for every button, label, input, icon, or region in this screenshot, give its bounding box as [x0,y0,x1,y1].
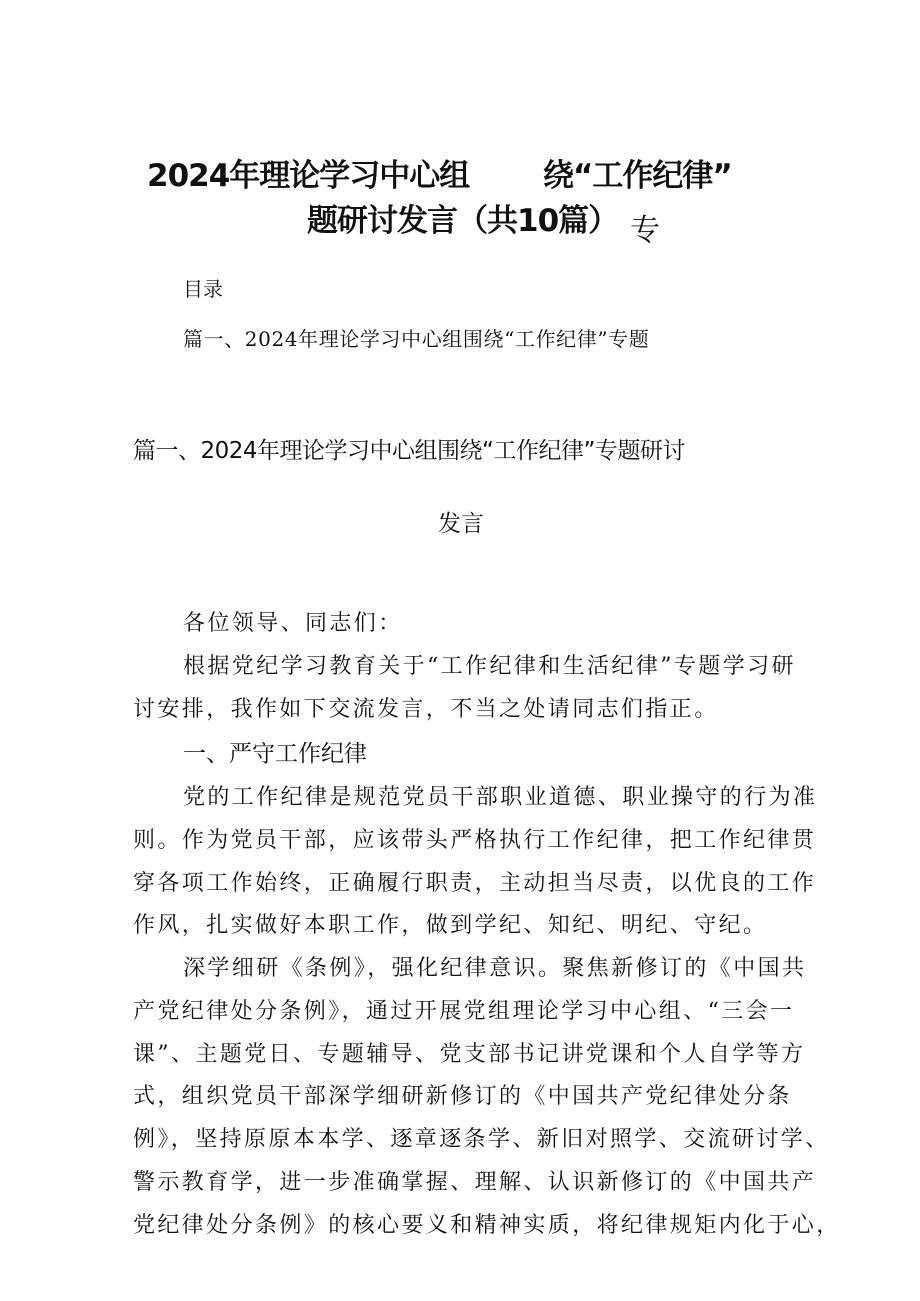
title-line1-part2: 绕“工作纪律” [543,158,732,194]
para2-line-3: 课”、主题党日、专题辅导、党支部书记讲党课和个人自学等方 [133,1042,806,1067]
title-line2-part1: 题研讨发言（共10篇） [307,203,619,239]
section-heading-line2: 发言 [438,511,484,537]
para1-line-3: 穿各项工作始终，正确履行职责，主动担当尽责，以优良的工作 [133,871,817,896]
para2-line-2: 产党纪律处分条例》，通过开展党组理论学习中心组、“三会一 [133,999,795,1024]
toc-item: 篇一、2024年理论学习中心组围绕“工作纪律”专题 [183,327,650,351]
para2-line-5: 例》，坚持原原本本学、逐章逐条学、新旧对照学、交流研讨学、 [133,1127,830,1152]
para2-line-6: 警示教育学，进一步准确掌握、理解、认识新修订的《中国共产 [133,1170,817,1195]
para1-line-4: 作风，扎实做好本职工作，做到学纪、知纪、明纪、守纪。 [133,913,768,938]
para1-line-2: 则。作为党员干部，应该带头严格执行工作纪律，把工作纪律贯 [133,828,817,853]
para2-line-7: 党纪律处分条例》的核心要义和精神实质，将纪律规矩内化于心， [133,1213,841,1238]
toc-label: 目录 [183,277,223,301]
section-heading-line1: 篇一、2024年理论学习中心组围绕“工作纪律”专题研讨 [133,438,685,464]
subheading: 一、严守工作纪律 [183,741,367,767]
para1-line-1: 党的工作纪律是规范党员干部职业道德、职业操守的行为准 [183,785,818,810]
title-line1-part1: 2024年理论学习中心组 [147,158,470,194]
para2-line-1: 深学细研《条例》，强化纪律意识。聚焦新修订的《中国共 [183,956,807,981]
para2-line-4: 式，组织党员干部深学细研新修订的《中国共产党纪律处分条 [133,1084,792,1109]
salutation: 各位领导、同志们： [183,611,403,636]
title-line2-part2: 专 [630,213,659,248]
intro-line-1: 根据党纪学习教育关于“工作纪律和生活纪律”专题学习研 [183,654,796,679]
intro-line-2: 讨安排，我作如下交流发言，不当之处请同志们指正。 [133,697,719,722]
